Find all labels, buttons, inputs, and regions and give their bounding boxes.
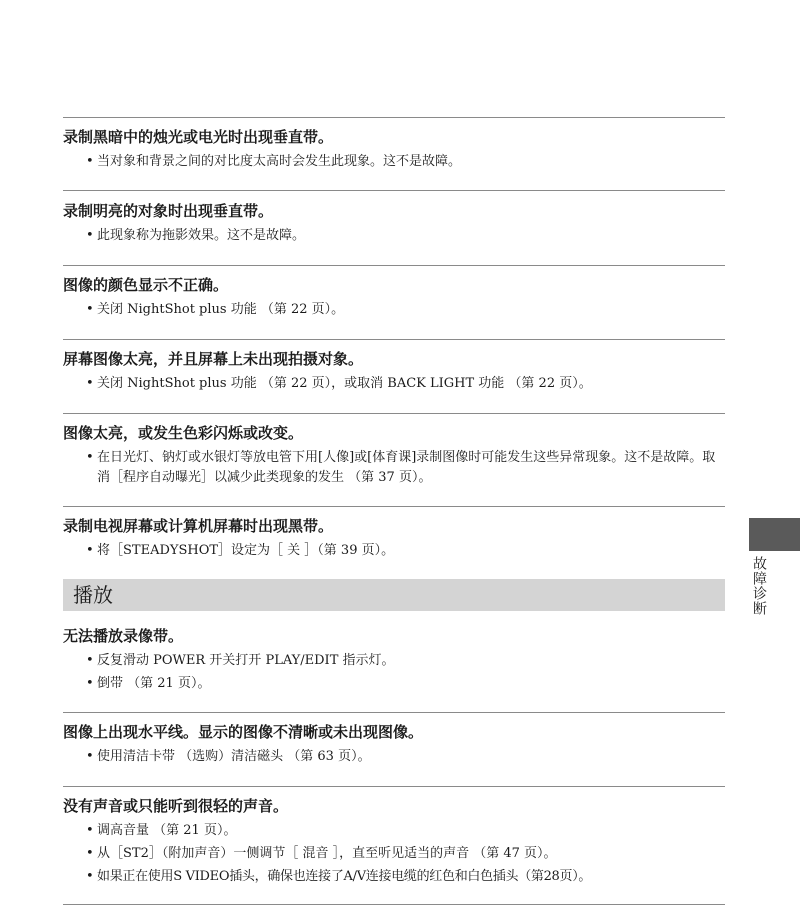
divider xyxy=(63,117,725,118)
divider xyxy=(63,190,725,191)
entry-bullet: • 调高音量 （第 21 页）。 xyxy=(97,821,725,841)
section-header-playback xyxy=(63,579,725,611)
chapter-tab-label: 故障诊断 xyxy=(751,556,767,616)
entry-heading: 无法播放录像带。 xyxy=(63,627,184,645)
divider xyxy=(63,339,725,340)
entry-bullet: • 在日光灯、钠灯或水银灯等放电管下用[人像]或[体育课]录制图像时可能发生这些异常现象。这不是故障。取消［程序自动曝光］以减少此类现象的发生 （第 37 页）。 xyxy=(97,448,725,488)
entry-bullet: • 当对象和背景之间的对比度太高时会发生此现象。这不是故障。 xyxy=(97,152,725,172)
entry-bullet: • 反复滑动 POWER 开关打开 PLAY/EDIT 指示灯。 xyxy=(97,651,725,671)
divider xyxy=(63,786,725,787)
divider xyxy=(63,413,725,414)
entry-bullet: • 使用清洁卡带 （选购）清洁磁头 （第 63 页）。 xyxy=(97,747,725,767)
entry-bullet: • 倒带 （第 21 页）。 xyxy=(97,674,725,694)
divider xyxy=(63,904,725,905)
divider xyxy=(63,506,725,507)
entry-bullet: • 如果正在使用S VIDEO插头，确保也连接了A/V连接电缆的红色和白色插头（第28页）。 xyxy=(97,867,725,887)
entry-heading: 录制电视屏幕或计算机屏幕时出现黑带。 xyxy=(63,517,334,535)
entry-heading: 录制黑暗中的烛光或电光时出现垂直带。 xyxy=(63,128,334,146)
entry-heading: 没有声音或只能听到很轻的声音。 xyxy=(63,797,289,815)
chapter-tab-marker xyxy=(749,518,800,551)
entry-heading: 屏幕图像太亮，并且屏幕上未出现拍摄对象。 xyxy=(63,350,364,368)
entry-bullet: • 关闭 NightShot plus 功能 （第 22 页），或取消 BACK LIGHT 功能 （第 22 页）。 xyxy=(97,374,725,394)
entry-heading: 录制明亮的对象时出现垂直带。 xyxy=(63,202,274,220)
entry-heading: 图像的颜色显示不正确。 xyxy=(63,276,229,294)
entry-bullet: • 从［ST2］（附加声音）一侧调节［ 混音 ］，直至听见适当的声音 （第 47 页）。 xyxy=(97,844,725,864)
entry-bullet: • 关闭 NightShot plus 功能 （第 22 页）。 xyxy=(97,300,725,320)
entry-bullet: • 将［STEADYSHOT］设定为［ 关 ］（第 39 页）。 xyxy=(97,541,725,561)
entry-heading: 图像太亮，或发生色彩闪烁或改变。 xyxy=(63,424,304,442)
divider xyxy=(63,712,725,713)
entry-bullet: • 此现象称为拖影效果。这不是故障。 xyxy=(97,226,725,246)
entry-heading: 图像上出现水平线。显示的图像不清晰或未出现图像。 xyxy=(63,723,424,741)
section-title: 播放 xyxy=(73,583,113,607)
divider xyxy=(63,265,725,266)
